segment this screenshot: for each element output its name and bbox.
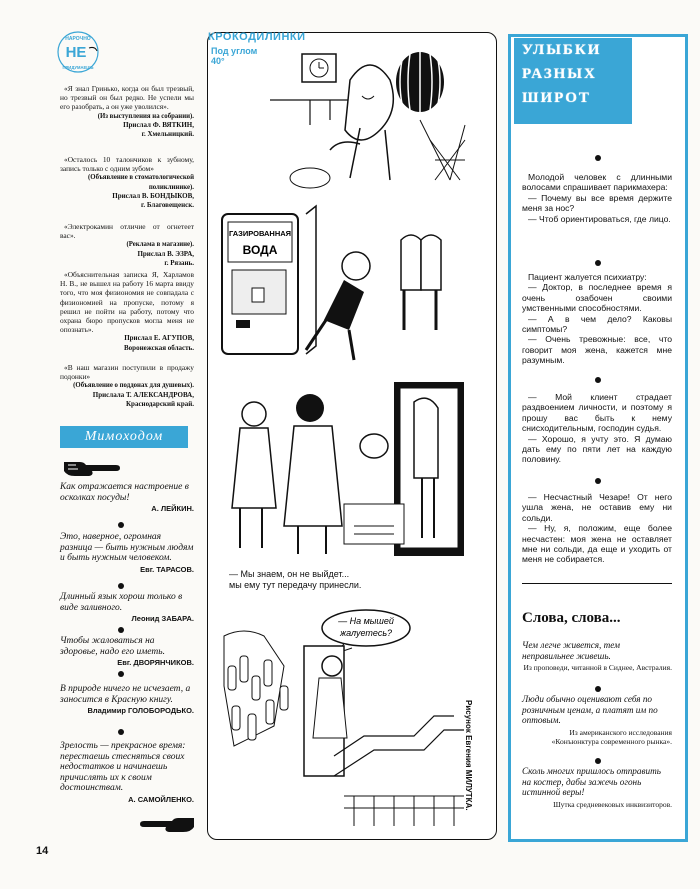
saying-text: Чем легче живется, тем неправильнее живешь. bbox=[522, 640, 621, 661]
saying-source: Из проповеди, читанной в Сиднее, Австралия. bbox=[523, 663, 672, 672]
separator-dot bbox=[595, 155, 601, 161]
separator-dot bbox=[595, 758, 601, 764]
machine-label-top: ГАЗИРОВАННАЯ bbox=[228, 229, 292, 238]
joke-2 bbox=[522, 272, 672, 366]
saying-text: Люди обычно оценивают себя по розничным ценам, а платят им по оптовым. bbox=[522, 694, 658, 725]
saying-2 bbox=[522, 694, 672, 746]
quote-1 bbox=[60, 84, 194, 139]
cartoon-door-scene bbox=[214, 378, 486, 564]
quote-3 bbox=[60, 222, 194, 268]
caption-line-2: мы ему тут передачу принесли. bbox=[229, 580, 362, 590]
logo-bottom: ПРИДУМАЕШЬ bbox=[62, 65, 94, 70]
separator-dot bbox=[118, 627, 124, 633]
quote-5 bbox=[60, 363, 194, 409]
aphorism-6 bbox=[60, 741, 194, 805]
separator-dot bbox=[118, 671, 124, 677]
joke-3 bbox=[522, 392, 672, 465]
aphorism-4 bbox=[60, 636, 194, 669]
aphorism-text: Длинный язык хорош только в виде заливного. bbox=[60, 592, 183, 613]
quote-text: «Электрокамин отличие от огнетеет вас». bbox=[60, 222, 194, 241]
title-line-1: УЛЫБКИ bbox=[522, 42, 602, 58]
joke-line: — Чтоб ориентироваться, где лицо. bbox=[528, 213, 671, 224]
speech-bubble-line-2: жалуетесь? bbox=[339, 628, 393, 638]
quote-source: (Объявление о поддонах для душевых). bbox=[73, 382, 194, 390]
joke-line: — Очень тревожные: все, что говорит моя жена, кажется мне разумным. bbox=[522, 334, 672, 366]
joke-line: — Мой клиент страдает раздвоением личности, и поэтому я прошу вас быть к нему снисходительным, господин судья. bbox=[522, 392, 672, 434]
saying-1 bbox=[522, 640, 672, 672]
aphorism-5 bbox=[60, 684, 194, 717]
slova-heading: Слова, слова... bbox=[522, 610, 621, 626]
quote-author: Прислал Е. АГУПОВ, bbox=[124, 334, 194, 343]
joke-line: — Хорошо, я учту это. Я думаю дать ему по пяти лет на каждую половину. bbox=[522, 433, 672, 465]
caption-line-1: — Мы знаем, он не выйдет... bbox=[229, 569, 350, 579]
separator-dot bbox=[595, 260, 601, 266]
illustrator-credit: Рисунок Евгения МИЛУТКА. bbox=[464, 700, 473, 811]
quote-place: г. Хмельницкий. bbox=[141, 130, 194, 139]
aphorism-author: Евг. ТАРАСОВ. bbox=[140, 564, 194, 574]
joke-1 bbox=[522, 172, 672, 224]
aphorism-1 bbox=[60, 482, 194, 515]
section-title-box bbox=[514, 38, 632, 124]
quote-source: (Объявление в стоматологической поликлинике). bbox=[88, 174, 194, 191]
aphorism-text: Это, наверное, огромная разница — быть нужным людям и быть нужным человеком. bbox=[60, 532, 194, 563]
quote-source: (Из выступления на собрании). bbox=[97, 112, 194, 120]
quote-author: Прислал В. БОНДЫКОВ, bbox=[112, 191, 194, 200]
subheading-line-1: Под углом bbox=[211, 46, 258, 56]
speech-bubble-line-1: — На мышей bbox=[338, 616, 394, 626]
aphorism-text: В природе ничего не исчезает, а заносится в Красную книгу. bbox=[60, 684, 191, 705]
quote-place: Краснодарский край. bbox=[125, 399, 194, 408]
aphorism-author: Владимир ГОЛОБОРОДЬКО. bbox=[87, 706, 194, 715]
aphorism-author: Евг. ДВОРЯНЧИКОВ. bbox=[117, 658, 194, 667]
cartoon-bottles bbox=[214, 596, 472, 830]
divider-line bbox=[522, 583, 672, 584]
separator-dot bbox=[118, 522, 124, 528]
separator-dot bbox=[595, 478, 601, 484]
separator-dot bbox=[118, 729, 124, 735]
quote-text: «Объяснительная записка Я, Харламов Н. В., не вышел на работу 16 марта ввиду того, что моя физиономия не совпадала с физиономией на пропуске, потому я решил не пойти на работу, потому что охрана бюро пропусков могла меня не опознать». bbox=[60, 270, 194, 335]
aphorism-text: Как отражается настроение в осколках посуды! bbox=[60, 482, 189, 503]
aphorism-author: А. САМОЙЛЕНКО. bbox=[128, 794, 194, 804]
cartoon-soda-machine bbox=[216, 196, 486, 368]
joke-line: — Доктор, в последнее время я очень озабочен своими умственными способностями. bbox=[522, 282, 672, 314]
aphorism-author: Леонид ЗАБАРА. bbox=[131, 614, 194, 623]
aphorism-2 bbox=[60, 532, 194, 575]
section-subheading bbox=[211, 46, 257, 66]
quote-text: «Осталось 10 талончиков к зубному, запись только с одним зубом» bbox=[60, 155, 194, 174]
quote-text: «Я знал Гринько, когда он был трезвый, но трезвый он был редко. Не успели мы его разобрать, а он уже уволился». bbox=[60, 84, 194, 112]
joke-line: — Несчастный Чезаре! От него ушла жена, не оставив ему ни сольди. bbox=[522, 492, 672, 523]
cartoon-watermelon bbox=[270, 40, 490, 190]
title-line-3: ШИРОТ bbox=[522, 90, 591, 106]
machine-label-bottom: ВОДА bbox=[242, 243, 278, 257]
mimohodom-heading: Мимоходом bbox=[60, 426, 188, 448]
separator-dot bbox=[595, 377, 601, 383]
subheading-line-2: 40° bbox=[211, 56, 225, 66]
joke-4 bbox=[522, 492, 672, 565]
quote-author: Прислала Т. АЛЕКСАНДРОВА, bbox=[92, 390, 194, 399]
quote-author: Прислал В. ЭЗРА, bbox=[137, 249, 194, 258]
saying-3 bbox=[522, 766, 672, 809]
joke-line: — А в чем дело? Каковы симптомы? bbox=[522, 313, 672, 335]
cartoon-caption bbox=[229, 569, 361, 591]
quote-4 bbox=[60, 270, 194, 353]
quote-author: Прислал Ф. ВЯТКИН, bbox=[123, 120, 194, 129]
joke-line: — Почему вы все время держите меня за нос? bbox=[522, 192, 672, 214]
saying-source: Шутка средневековых инквизиторов. bbox=[553, 799, 672, 809]
aphorism-author: А. ЛЕЙКИН. bbox=[151, 504, 194, 513]
separator-dot bbox=[595, 686, 601, 692]
separator-dot bbox=[118, 583, 124, 589]
title-line-2: РАЗНЫХ bbox=[522, 66, 597, 82]
aphorism-text: Чтобы жаловаться на здоровье, надо его иметь. bbox=[60, 636, 165, 657]
quote-text: «В наш магазин поступили в продажу подонки» bbox=[60, 363, 194, 382]
quote-source: (Реклама в магазине). bbox=[126, 241, 194, 249]
narochno-logo bbox=[56, 30, 100, 74]
quote-place: Воронежская область. bbox=[124, 343, 194, 352]
joke-line: Молодой человек с длинными волосами спрашивает парикмахера: bbox=[522, 172, 672, 193]
logo-top: НАРОЧНО bbox=[65, 36, 91, 42]
saying-source: Из американского исследования «Конъюнктура современного рынка». bbox=[551, 727, 672, 746]
quote-2 bbox=[60, 155, 194, 210]
pointing-hand-icon bbox=[140, 812, 196, 834]
page-number: 14 bbox=[36, 845, 49, 857]
joke-line: — Ну, я, положим, еще более несчастен: моя жена не оставляет мне ни сольди, да еще и уходить от меня не собирается. bbox=[522, 523, 672, 565]
aphorism-text: Зрелость — прекрасное время: перестаешь стесняться своих недостатков и начинаешь причислять их к своим достоинствам. bbox=[60, 741, 186, 793]
quote-place: г. Благовещенск. bbox=[140, 201, 194, 210]
joke-line: Пациент жалуется психиатру: bbox=[528, 272, 647, 282]
section-heading: КРОКОДИЛИНКИ bbox=[208, 31, 306, 43]
logo-mid: НЕ bbox=[65, 44, 87, 61]
quote-place: г. Рязань. bbox=[164, 258, 194, 267]
saying-text: Сколь многих пришлось отправить на костер, дабы зажечь огонь истинной веры! bbox=[522, 766, 661, 797]
aphorism-3 bbox=[60, 592, 194, 625]
pointing-hand-icon bbox=[62, 456, 122, 478]
